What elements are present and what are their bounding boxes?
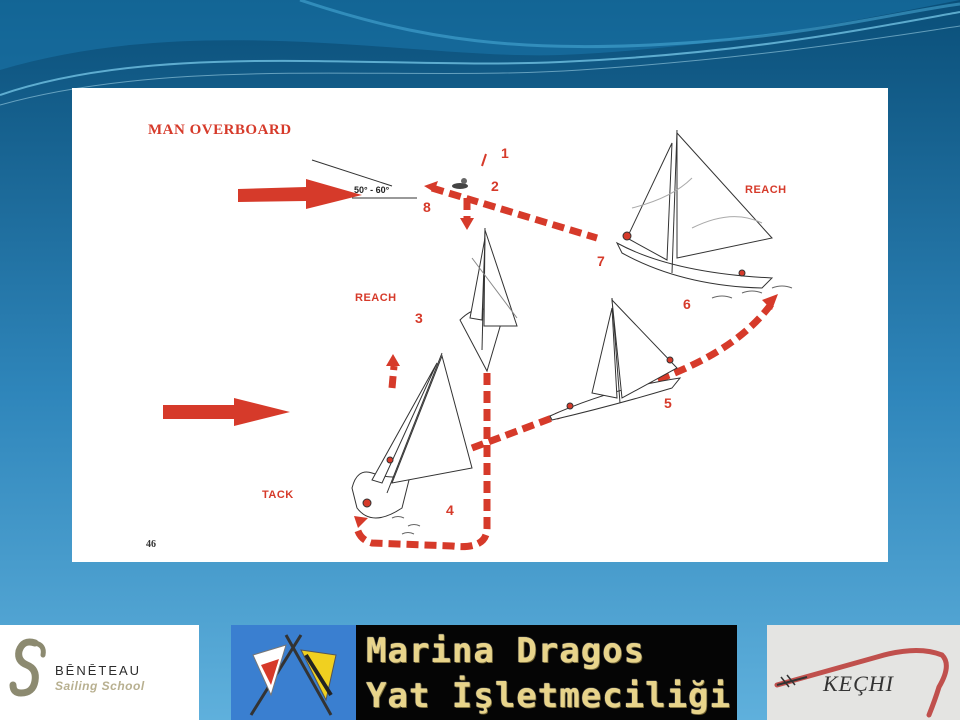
beneteau-name: BĒNĒTEAU — [55, 663, 142, 678]
boat-step5 — [550, 298, 680, 420]
step-6: 6 — [683, 296, 691, 312]
diagram-drawing — [72, 88, 888, 562]
step-4: 4 — [446, 502, 454, 518]
step-1: 1 — [501, 145, 509, 161]
wind-arrow-top — [238, 179, 362, 209]
step-3: 3 — [415, 310, 423, 326]
beneteau-logo — [0, 625, 199, 720]
step-8: 8 — [423, 199, 431, 215]
nautical-flags-icon — [231, 625, 356, 720]
boat-reach-step3 — [460, 228, 517, 371]
angle-label: 50° - 60° — [354, 185, 390, 195]
man-in-water-icon — [452, 154, 486, 189]
label-tack: TACK — [262, 489, 294, 501]
step-2: 2 — [491, 178, 499, 194]
label-reach-top: REACH — [745, 184, 787, 196]
wind-arrow-bottom — [163, 398, 290, 426]
kechi-name: KEÇHI — [823, 671, 894, 696]
kechi-logo — [767, 625, 960, 720]
marina-dragos-logo — [231, 625, 737, 720]
boat-tack-step4 — [352, 353, 472, 518]
boat-reach-step6 — [617, 130, 792, 298]
page-number: 46 — [146, 539, 156, 550]
diagram-title: MAN OVERBOARD — [148, 122, 292, 138]
label-reach-left: REACH — [355, 292, 397, 304]
beneteau-subtitle: Sailing School — [55, 679, 145, 693]
step-7: 7 — [597, 253, 605, 269]
seahorse-icon — [5, 635, 55, 715]
man-overboard-diagram — [72, 88, 888, 562]
marina-title-line2: Yat İşletmeciliği — [366, 676, 731, 716]
marina-title-line1: Marina Dragos — [366, 631, 646, 671]
step-5: 5 — [664, 395, 672, 411]
